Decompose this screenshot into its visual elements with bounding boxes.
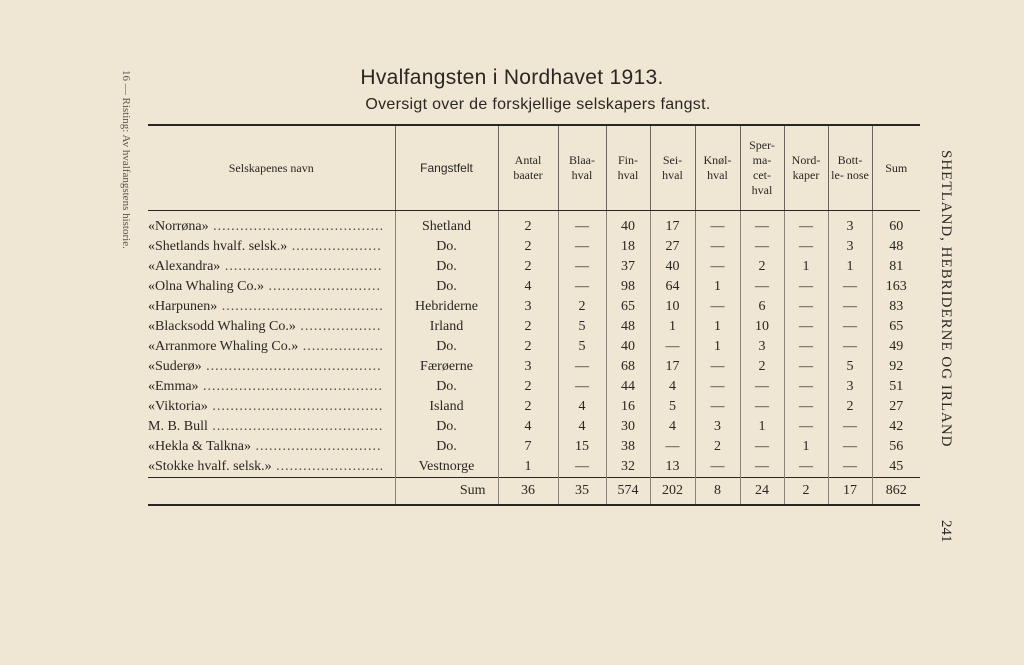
total-spermacethval: 24 (740, 478, 784, 506)
cell-nordkaper: 1 (784, 437, 828, 457)
header-knolhval: Knøl- hval (695, 125, 740, 211)
table-row (148, 337, 920, 357)
cell-spermacethval: 1 (740, 417, 784, 437)
cell-nordkaper: — (784, 417, 828, 437)
company-name (148, 237, 395, 257)
cell-baater: 4 (498, 277, 558, 297)
page-title: Hvalfangsten i Nordhavet 1913. (360, 66, 664, 89)
leader-dots: ........................ (271, 459, 385, 474)
cell-sum: 42 (872, 417, 920, 437)
table-row (148, 437, 920, 457)
leader-dots: ............................ (250, 439, 382, 454)
cell-sum: 65 (872, 317, 920, 337)
cell-bottlenose: — (828, 277, 872, 297)
company-name-text: «Norrøna» (148, 219, 209, 234)
company-name-text: «Shetlands hvalf. selsk.» (148, 239, 288, 254)
cell-baater: 2 (498, 337, 558, 357)
cell-knolhval: — (695, 397, 740, 417)
cell-seihval: 17 (650, 357, 695, 377)
total-blaahval: 35 (558, 478, 606, 506)
header-sum: Sum (872, 125, 920, 211)
cell-finhval: 30 (606, 417, 650, 437)
cell-bottlenose: — (828, 457, 872, 478)
cell-finhval: 16 (606, 397, 650, 417)
company-name (148, 377, 395, 397)
cell-seihval: 13 (650, 457, 695, 478)
cell-sum: 49 (872, 337, 920, 357)
cell-blaahval: — (558, 237, 606, 257)
cell-knolhval: 1 (695, 317, 740, 337)
cell-nordkaper: — (784, 397, 828, 417)
table-row (148, 211, 920, 238)
header-blaahval: Blaa- hval (558, 125, 606, 211)
cell-knolhval: — (695, 357, 740, 377)
cell-finhval: 44 (606, 377, 650, 397)
cell-seihval: 40 (650, 257, 695, 277)
leader-dots: ......................... (264, 279, 382, 294)
header-name: Selskapenes navn (148, 125, 395, 211)
cell-knolhval: — (695, 211, 740, 238)
leader-dots: ................................... (220, 259, 383, 274)
leader-dots: ........................................ (198, 379, 384, 394)
header-row (148, 125, 920, 211)
total-knolhval: 8 (695, 478, 740, 506)
cell-baater: 2 (498, 237, 558, 257)
cell-blaahval: — (558, 377, 606, 397)
cell-nordkaper: — (784, 297, 828, 317)
cell-baater: 2 (498, 211, 558, 238)
cell-spermacethval: — (740, 277, 784, 297)
cell-baater: 2 (498, 317, 558, 337)
cell-finhval: 40 (606, 211, 650, 238)
cell-field: Shetland (395, 211, 498, 238)
company-name (148, 357, 395, 377)
cell-blaahval: 4 (558, 417, 606, 437)
cell-seihval: — (650, 337, 695, 357)
cell-baater: 4 (498, 417, 558, 437)
cell-sum: 48 (872, 237, 920, 257)
cell-blaahval: 5 (558, 317, 606, 337)
table-row (148, 277, 920, 297)
cell-nordkaper: — (784, 377, 828, 397)
table-row (148, 297, 920, 317)
cell-seihval: 4 (650, 377, 695, 397)
cell-knolhval: — (695, 297, 740, 317)
cell-finhval: 40 (606, 337, 650, 357)
cell-blaahval: — (558, 257, 606, 277)
company-name (148, 257, 395, 277)
total-finhval: 574 (606, 478, 650, 506)
cell-spermacethval: 6 (740, 297, 784, 317)
leader-dots: ...................................... (208, 219, 385, 234)
cell-knolhval: — (695, 457, 740, 478)
totals-row (148, 478, 920, 506)
cell-knolhval: — (695, 257, 740, 277)
cell-blaahval: 15 (558, 437, 606, 457)
cell-field: Do. (395, 257, 498, 277)
cell-bottlenose: 2 (828, 397, 872, 417)
cell-knolhval: — (695, 237, 740, 257)
company-name-text: M. B. Bull (148, 419, 208, 434)
company-name-text: «Suderø» (148, 359, 202, 374)
running-head-right: SHETLAND, HEBRIDERNE OG IRLAND (938, 150, 954, 448)
header-nordkaper: Nord- kaper (784, 125, 828, 211)
cell-nordkaper: — (784, 457, 828, 478)
company-name (148, 417, 395, 437)
leader-dots: .................... (287, 239, 382, 254)
company-name-text: «Arranmore Whaling Co.» (148, 339, 299, 354)
header-field: Fangstfelt (395, 125, 498, 211)
cell-baater: 1 (498, 457, 558, 478)
table-row (148, 457, 920, 478)
table-row (148, 357, 920, 377)
cell-field: Island (395, 397, 498, 417)
leader-dots: ....................................... (201, 359, 382, 374)
cell-baater: 2 (498, 397, 558, 417)
cell-knolhval: 3 (695, 417, 740, 437)
cell-field: Do. (395, 237, 498, 257)
cell-sum: 45 (872, 457, 920, 478)
cell-blaahval: — (558, 277, 606, 297)
cell-blaahval: 2 (558, 297, 606, 317)
cell-seihval: 17 (650, 211, 695, 238)
cell-field: Vestnorge (395, 457, 498, 478)
cell-blaahval: — (558, 211, 606, 238)
cell-sum: 60 (872, 211, 920, 238)
cell-seihval: 10 (650, 297, 695, 317)
cell-spermacethval: 10 (740, 317, 784, 337)
cell-field: Do. (395, 377, 498, 397)
company-name-text: «Blacksodd Whaling Co.» (148, 319, 296, 334)
cell-spermacethval: 2 (740, 357, 784, 377)
cell-bottlenose: 3 (828, 377, 872, 397)
cell-nordkaper: — (784, 357, 828, 377)
cell-bottlenose: — (828, 337, 872, 357)
running-head-left: 16 — Risting: Av hvalfangstens historie. (120, 70, 132, 249)
cell-field: Do. (395, 277, 498, 297)
leader-dots: ...................................... (207, 399, 384, 414)
cell-sum: 81 (872, 257, 920, 277)
cell-finhval: 68 (606, 357, 650, 377)
table-row (148, 317, 920, 337)
cell-bottlenose: 5 (828, 357, 872, 377)
cell-seihval: 27 (650, 237, 695, 257)
cell-baater: 2 (498, 377, 558, 397)
cell-bottlenose: — (828, 297, 872, 317)
cell-nordkaper: 1 (784, 257, 828, 277)
header-bottlenose: Bott- le- nose (828, 125, 872, 211)
company-name-text: «Hekla & Talkna» (148, 439, 251, 454)
cell-baater: 2 (498, 257, 558, 277)
cell-bottlenose: — (828, 317, 872, 337)
cell-field: Færøerne (395, 357, 498, 377)
cell-baater: 3 (498, 357, 558, 377)
cell-finhval: 18 (606, 237, 650, 257)
company-name (148, 297, 395, 317)
company-name (148, 337, 395, 357)
cell-nordkaper: — (784, 337, 828, 357)
cell-bottlenose: — (828, 417, 872, 437)
table-row (148, 377, 920, 397)
cell-bottlenose: 3 (828, 237, 872, 257)
table-row (148, 397, 920, 417)
company-name (148, 317, 395, 337)
cell-seihval: 64 (650, 277, 695, 297)
cell-spermacethval: 2 (740, 257, 784, 277)
cell-finhval: 32 (606, 457, 650, 478)
cell-knolhval: — (695, 377, 740, 397)
cell-spermacethval: — (740, 437, 784, 457)
cell-spermacethval: — (740, 211, 784, 238)
cell-nordkaper: — (784, 237, 828, 257)
cell-nordkaper: — (784, 277, 828, 297)
leader-dots: .................. (295, 319, 382, 334)
leader-dots: ...................................... (207, 419, 384, 434)
header-baater: Antal baater (498, 125, 558, 211)
company-name (148, 277, 395, 297)
company-name (148, 437, 395, 457)
cell-knolhval: 1 (695, 337, 740, 357)
company-name-text: «Alexandra» (148, 259, 221, 274)
company-name-text: «Emma» (148, 379, 199, 394)
page-subtitle: Oversigt over de forskjellige selskapers fangst. (365, 96, 711, 113)
header-spermacethval: Sper- ma- cet- hval (740, 125, 784, 211)
cell-blaahval: — (558, 457, 606, 478)
cell-spermacethval: — (740, 397, 784, 417)
totals-label: Sum (395, 478, 498, 506)
company-name-text: «Viktoria» (148, 399, 208, 414)
header-finhval: Fin- hval (606, 125, 650, 211)
cell-knolhval: 1 (695, 277, 740, 297)
company-name-text: «Stokke hvalf. selsk.» (148, 459, 272, 474)
cell-field: Do. (395, 337, 498, 357)
cell-knolhval: 2 (695, 437, 740, 457)
cell-finhval: 98 (606, 277, 650, 297)
table-row (148, 257, 920, 277)
total-seihval: 202 (650, 478, 695, 506)
cell-field: Hebriderne (395, 297, 498, 317)
cell-spermacethval: — (740, 377, 784, 397)
company-name (148, 457, 395, 478)
cell-sum: 27 (872, 397, 920, 417)
cell-blaahval: 5 (558, 337, 606, 357)
leader-dots: .................................... (217, 299, 384, 314)
table-row (148, 417, 920, 437)
cell-baater: 3 (498, 297, 558, 317)
total-baater: 36 (498, 478, 558, 506)
cell-spermacethval: 3 (740, 337, 784, 357)
cell-spermacethval: — (740, 237, 784, 257)
page-number: 241 (938, 520, 954, 543)
cell-blaahval: — (558, 357, 606, 377)
cell-finhval: 65 (606, 297, 650, 317)
cell-sum: 83 (872, 297, 920, 317)
cell-seihval: 4 (650, 417, 695, 437)
total-sum: 862 (872, 478, 920, 506)
company-name-text: «Olna Whaling Co.» (148, 279, 265, 294)
cell-sum: 163 (872, 277, 920, 297)
cell-field: Irland (395, 317, 498, 337)
cell-bottlenose: 3 (828, 211, 872, 238)
cell-seihval: 1 (650, 317, 695, 337)
total-nordkaper: 2 (784, 478, 828, 506)
cell-sum: 56 (872, 437, 920, 457)
cell-nordkaper: — (784, 211, 828, 238)
company-name-text: «Harpunen» (148, 299, 218, 314)
company-name (148, 397, 395, 417)
cell-nordkaper: — (784, 317, 828, 337)
table-row (148, 237, 920, 257)
cell-baater: 7 (498, 437, 558, 457)
company-name (148, 211, 395, 238)
cell-bottlenose: — (828, 437, 872, 457)
cell-blaahval: 4 (558, 397, 606, 417)
total-bottlenose: 17 (828, 478, 872, 506)
cell-sum: 92 (872, 357, 920, 377)
cell-sum: 51 (872, 377, 920, 397)
cell-finhval: 38 (606, 437, 650, 457)
leader-dots: .................. (298, 339, 384, 354)
cell-seihval: — (650, 437, 695, 457)
cell-spermacethval: — (740, 457, 784, 478)
cell-finhval: 48 (606, 317, 650, 337)
cell-bottlenose: 1 (828, 257, 872, 277)
cell-seihval: 5 (650, 397, 695, 417)
catch-table (148, 124, 920, 506)
cell-field: Do. (395, 437, 498, 457)
cell-field: Do. (395, 417, 498, 437)
header-seihval: Sei- hval (650, 125, 695, 211)
cell-finhval: 37 (606, 257, 650, 277)
